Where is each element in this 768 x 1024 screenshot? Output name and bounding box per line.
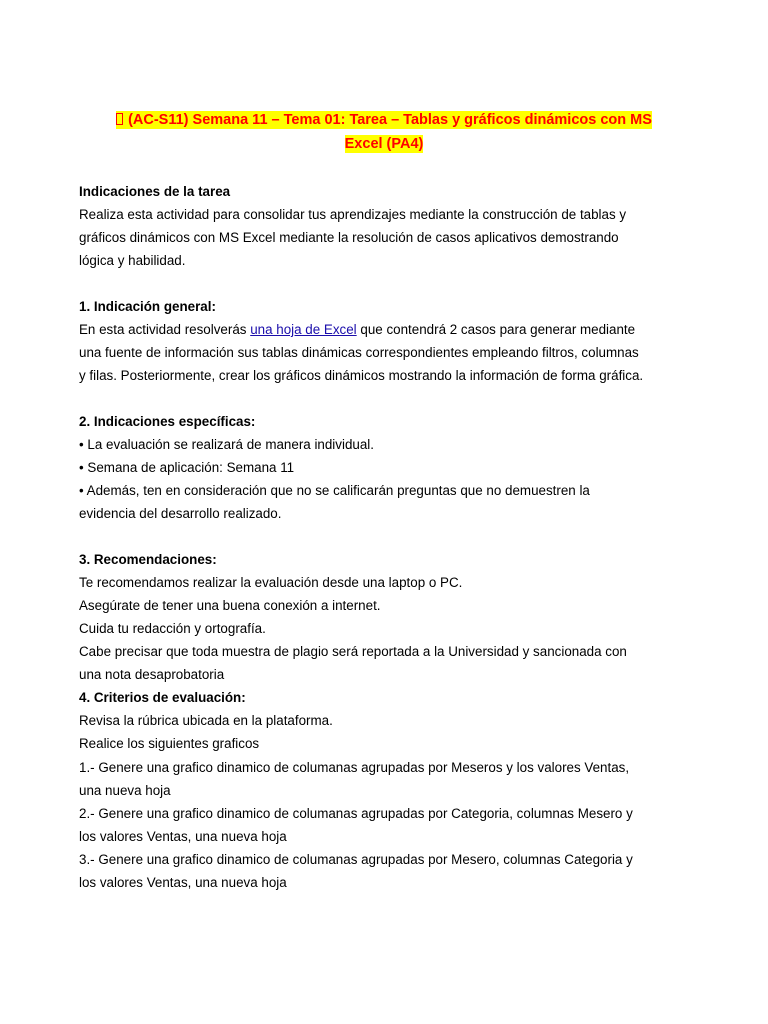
section-heading: 4. Criterios de evaluación: bbox=[79, 690, 246, 706]
paragraph-line: Revisa la rúbrica ubicada en la plataforma. bbox=[79, 713, 333, 729]
paragraph-line-with-link bbox=[79, 318, 689, 341]
paragraph-line: una fuente de información sus tablas dinámicas correspondientes empleando filtros, columnas bbox=[79, 345, 639, 361]
paragraph-line: gráficos dinámicos con MS Excel mediante la resolución de casos aplicativos demostrando bbox=[79, 230, 619, 246]
paragraph-line: los valores Ventas, una nueva hoja bbox=[79, 828, 287, 844]
paragraph-line: 2.- Genere una grafico dinamico de columanas agrupadas por Categoria, columnas Mesero y bbox=[79, 805, 633, 821]
paragraph-line: lógica y habilidad. bbox=[79, 253, 186, 269]
section-indicaciones bbox=[79, 180, 689, 272]
paragraph-line: Asegúrate de tener una buena conexión a internet. bbox=[79, 597, 381, 613]
paragraph-line: Te recomendamos realizar la evaluación desde una laptop o PC. bbox=[79, 574, 463, 590]
title-line-2: Excel (PA4) bbox=[344, 136, 424, 152]
section-general bbox=[79, 295, 689, 387]
paragraph-line: Cuida tu redacción y ortografía. bbox=[79, 621, 266, 636]
document-body bbox=[79, 180, 689, 894]
title-highlight-line-1 bbox=[116, 111, 652, 129]
paragraph-line: Realice los siguientes graficos bbox=[79, 736, 260, 752]
bullet-line: • Además, ten en consideración que no se calificarán preguntas que no demuestren la bbox=[79, 483, 590, 499]
missing-glyph-icon bbox=[116, 113, 123, 125]
paragraph-line: los valores Ventas, una nueva hoja bbox=[79, 875, 287, 891]
spacer bbox=[79, 272, 689, 295]
paragraph-line: evidencia del desarrollo realizado. bbox=[79, 506, 282, 522]
excel-sheet-link[interactable]: una hoja de Excel bbox=[250, 321, 357, 337]
paragraph-line: y filas. Posteriormente, crear los gráficos dinámicos mostrando la información de forma gráfica. bbox=[79, 368, 644, 384]
paragraph-line: 1.- Genere una grafico dinamico de columanas agrupadas por Meseros y los valores Ventas, bbox=[79, 759, 630, 775]
spacer bbox=[79, 387, 689, 410]
section-heading: 3. Recomendaciones: bbox=[79, 551, 217, 567]
text-after-link: que contendrá 2 casos para generar mediante bbox=[356, 321, 636, 337]
section-heading: 2. Indicaciones específicas: bbox=[79, 413, 256, 429]
paragraph-line: una nueva hoja bbox=[79, 782, 171, 798]
paragraph-line: 3.- Genere una grafico dinamico de columanas agrupadas por Mesero, columnas Categoria y bbox=[79, 851, 633, 867]
title-line-1: (AC-S11) Semana 11 – Tema 01: Tarea – Tablas y gráficos dinámicos con MS bbox=[128, 112, 652, 128]
bullet-line: • Semana de aplicación: Semana 11 bbox=[79, 459, 295, 475]
text-before-link: En esta actividad resolverás bbox=[79, 321, 251, 337]
bullet-line: • La evaluación se realizará de manera individual. bbox=[79, 436, 374, 452]
document-title bbox=[80, 108, 688, 156]
title-highlight-line-2 bbox=[345, 135, 424, 153]
section-heading: 1. Indicación general: bbox=[79, 298, 216, 314]
section-especificas bbox=[79, 410, 689, 525]
spacer bbox=[79, 525, 689, 548]
section-heading: Indicaciones de la tarea bbox=[79, 184, 231, 199]
section-criterios bbox=[79, 686, 689, 894]
paragraph-line: Cabe precisar que toda muestra de plagio será reportada a la Universidad y sancionada con bbox=[79, 644, 627, 660]
paragraph-line: una nota desaprobatoria bbox=[79, 667, 225, 683]
section-recomendaciones bbox=[79, 548, 689, 687]
paragraph-line: Realiza esta actividad para consolidar tus aprendizajes mediante la construcción de tablas y bbox=[79, 207, 627, 223]
